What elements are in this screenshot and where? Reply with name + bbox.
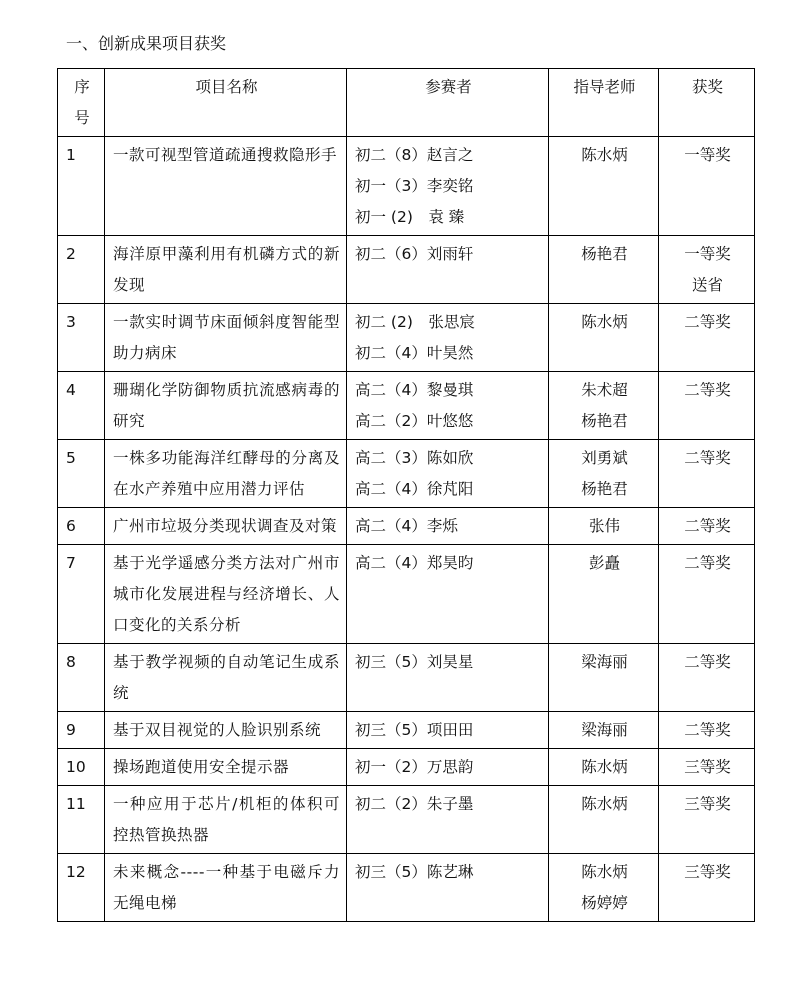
teacher-name: 陈水炳 (581, 863, 628, 881)
project-name-cell (105, 854, 347, 922)
header-index (58, 69, 105, 137)
participant: 初二（8）赵言之 (355, 146, 474, 164)
award-cell (659, 712, 755, 749)
table-row (58, 372, 755, 440)
project-name-cell (105, 749, 347, 786)
award-cell (659, 440, 755, 508)
table-row (58, 545, 755, 644)
teacher-name: 陈水炳 (581, 146, 628, 164)
participant: 初一（3）李奕铭 (355, 177, 474, 195)
header-index-line-1: 序 (74, 78, 90, 96)
project-name-cell (105, 372, 347, 440)
award-cell (659, 749, 755, 786)
award-cell (659, 644, 755, 712)
header-teacher: 指导老师 (549, 69, 659, 137)
award-level: 三等奖 (684, 758, 731, 776)
project-name-cell (105, 304, 347, 372)
table-row (58, 712, 755, 749)
award-cell (659, 854, 755, 922)
award-cell (659, 545, 755, 644)
project-name: 一株多功能海洋红酵母的分离及在水产养殖中应用潜力评估 (113, 449, 340, 498)
project-name: 基于光学遥感分类方法对广州市城市化发展进程与经济增长、人口变化的关系分析 (113, 554, 340, 634)
teacher-cell (549, 236, 659, 304)
row-index: 1 (58, 137, 105, 236)
participants-cell (347, 545, 549, 644)
project-name: 基于教学视频的自动笔记生成系统 (113, 653, 340, 702)
project-name-cell (105, 786, 347, 854)
participant: 高二（4）郑昊昀 (355, 554, 474, 572)
participants-cell (347, 236, 549, 304)
participant: 初三（5）陈艺琳 (355, 863, 474, 881)
table-row (58, 854, 755, 922)
participants-cell (347, 372, 549, 440)
award-level: 一等奖 (684, 245, 731, 263)
table-row (58, 440, 755, 508)
project-name: 操场跑道使用安全提示器 (113, 758, 290, 776)
teacher-cell (549, 137, 659, 236)
table-row (58, 644, 755, 712)
teacher-name: 彭矗 (588, 554, 620, 572)
teacher-name: 陈水炳 (581, 795, 628, 813)
teacher-name: 杨艳君 (581, 412, 628, 430)
table-body (58, 137, 755, 922)
row-index: 6 (58, 508, 105, 545)
table-row (58, 137, 755, 236)
row-index: 8 (58, 644, 105, 712)
project-name: 一款实时调节床面倾斜度智能型助力病床 (113, 313, 340, 362)
teacher-cell (549, 440, 659, 508)
participants-cell (347, 712, 549, 749)
award-level: 三等奖 (684, 863, 731, 881)
row-index: 4 (58, 372, 105, 440)
award-level: 二等奖 (684, 517, 731, 535)
award-level: 送省 (691, 276, 723, 294)
row-index: 2 (58, 236, 105, 304)
participant: 初二（4）叶昊然 (355, 344, 474, 362)
row-index: 3 (58, 304, 105, 372)
table-header-row (58, 69, 755, 137)
award-cell (659, 137, 755, 236)
participant: 初三（5）项田田 (355, 721, 474, 739)
participants-cell (347, 304, 549, 372)
project-name: 广州市垃圾分类现状调查及对策 (113, 517, 338, 535)
participants-cell (347, 440, 549, 508)
teacher-name: 张伟 (588, 517, 620, 535)
project-name-cell (105, 236, 347, 304)
participant: 初二 (2) 张思宸 (355, 313, 475, 331)
participants-cell (347, 137, 549, 236)
award-level: 三等奖 (684, 795, 731, 813)
teacher-name: 杨婷婷 (581, 894, 628, 912)
project-name: 海洋原甲藻利用有机磷方式的新发现 (113, 245, 340, 294)
project-name: 一种应用于芯片/机柜的体积可控热管换热器 (113, 795, 340, 844)
project-name-cell (105, 545, 347, 644)
teacher-name: 梁海丽 (581, 653, 628, 671)
participant: 高二（4）徐芃阳 (355, 480, 474, 498)
participant: 初三（5）刘昊星 (355, 653, 474, 671)
teacher-cell (549, 854, 659, 922)
participants-cell (347, 786, 549, 854)
teacher-cell (549, 508, 659, 545)
project-name-cell (105, 644, 347, 712)
teacher-name: 杨艳君 (581, 245, 628, 263)
participant: 初一（2）万思韵 (355, 758, 474, 776)
project-name-cell (105, 137, 347, 236)
row-index: 10 (58, 749, 105, 786)
teacher-cell (549, 749, 659, 786)
award-cell (659, 786, 755, 854)
award-level: 二等奖 (684, 381, 731, 399)
table-row (58, 304, 755, 372)
award-level: 一等奖 (684, 146, 731, 164)
project-name: 未来概念----一种基于电磁斥力无绳电梯 (113, 863, 340, 912)
row-index: 7 (58, 545, 105, 644)
award-cell (659, 236, 755, 304)
participant: 高二（2）叶悠悠 (355, 412, 474, 430)
header-project-name: 项目名称 (105, 69, 347, 137)
section-title: 一、创新成果项目获奖 (66, 34, 227, 53)
teacher-cell (549, 644, 659, 712)
project-name-cell (105, 712, 347, 749)
award-level: 二等奖 (684, 449, 731, 467)
table-row (58, 236, 755, 304)
project-name: 一款可视型管道疏通搜救隐形手 (113, 146, 338, 164)
project-name: 基于双目视觉的人脸识别系统 (113, 721, 322, 739)
teacher-name: 陈水炳 (581, 758, 628, 776)
row-index: 5 (58, 440, 105, 508)
teacher-cell (549, 712, 659, 749)
row-index: 11 (58, 786, 105, 854)
participants-cell (347, 508, 549, 545)
award-level: 二等奖 (684, 554, 731, 572)
teacher-name: 杨艳君 (581, 480, 628, 498)
header-participants: 参赛者 (347, 69, 549, 137)
participant: 高二（4）李烁 (355, 517, 458, 535)
teacher-cell (549, 545, 659, 644)
award-cell (659, 508, 755, 545)
project-name-cell (105, 440, 347, 508)
award-level: 二等奖 (684, 653, 731, 671)
teacher-name: 陈水炳 (581, 313, 628, 331)
participants-cell (347, 644, 549, 712)
participant: 初二（2）朱子墨 (355, 795, 474, 813)
row-index: 12 (58, 854, 105, 922)
participants-cell (347, 749, 549, 786)
header-index-line-2: 号 (74, 109, 90, 127)
award-level: 二等奖 (684, 721, 731, 739)
table-row (58, 786, 755, 854)
participant: 高二（3）陈如欣 (355, 449, 474, 467)
table-row (58, 749, 755, 786)
row-index: 9 (58, 712, 105, 749)
project-name-cell (105, 508, 347, 545)
teacher-name: 朱术超 (581, 381, 628, 399)
award-cell (659, 372, 755, 440)
teacher-name: 刘勇斌 (581, 449, 628, 467)
table-row (58, 508, 755, 545)
participant: 初二（6）刘雨轩 (355, 245, 474, 263)
award-level: 二等奖 (684, 313, 731, 331)
header-award: 获奖 (659, 69, 755, 137)
award-cell (659, 304, 755, 372)
participants-cell (347, 854, 549, 922)
award-table (57, 68, 755, 922)
teacher-cell (549, 786, 659, 854)
participant: 初一 (2) 袁 臻 (355, 208, 465, 226)
teacher-name: 梁海丽 (581, 721, 628, 739)
teacher-cell (549, 372, 659, 440)
project-name: 珊瑚化学防御物质抗流感病毒的研究 (113, 381, 340, 430)
teacher-cell (549, 304, 659, 372)
participant: 高二（4）黎曼琪 (355, 381, 474, 399)
